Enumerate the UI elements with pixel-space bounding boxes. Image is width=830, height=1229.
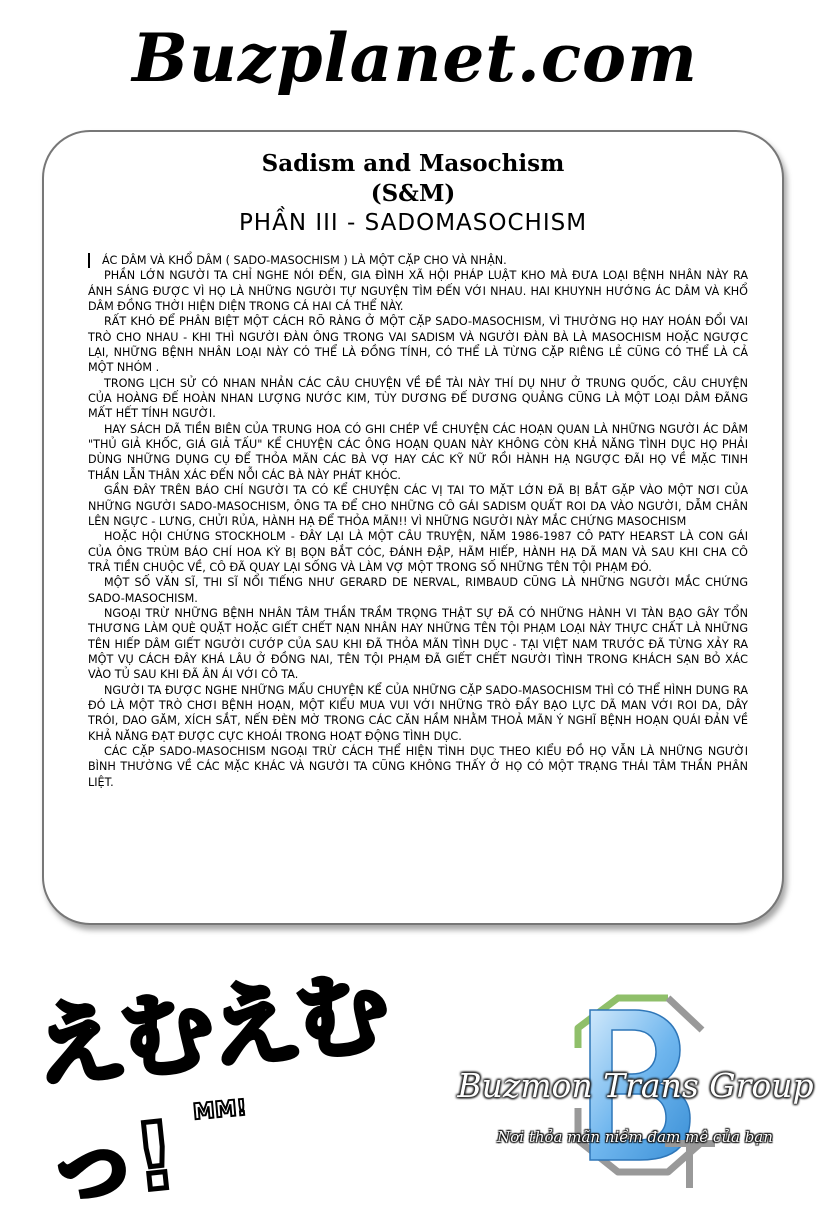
site-header: Buzplanet.com <box>132 19 698 97</box>
mm-logo-small: MM! <box>192 1095 248 1126</box>
paragraph: HOẶC HỘI CHỨNG STOCKHOLM - ĐÂY LẠI LÀ MỘT CÂU TRUYỆN, NĂM 1986-1987 CÔ PATY HEARST LÀ CON GÁI CỦA ÔNG TRÙM BÁO CHÍ HOA KỲ BỊ BỌN BẮT CÓC, ĐÁNH ĐẬP, HÃM HIẾP, HÀNH HẠ DÃ MAN VÀ SAU KHI CHA CÔ TRẢ TIỀN CHUỘC VỀ, CÔ ĐÃ QUAY LẠI SỐNG VÀ LÀM VỢ MỘT TRONG SỐ NHỮNG TÊN TỘI PHẠM ĐÓ. <box>88 530 748 574</box>
group-name: Buzmon Trans Group <box>457 1066 814 1105</box>
article-title-abbr: (S&M) <box>370 180 456 207</box>
paragraph: NGOẠI TRỪ NHỮNG BỆNH NHÂN TÂM THẦN TRẦM TRỌNG THẬT SỰ ĐÃ CÓ NHỮNG HÀNH VI TÀN BẠO GÂY TỔN THƯƠNG LÀM QUÈ QUẶT HOẶC GIẾT CHẾT NẠN NHÂN HAY NHỮNG TÊN TỘI PHẠM LOẠI NÀY THỰC CHẤT LÀ NHỮNG TÊN HIẾP DÂM GIẾT NGƯỜI CƯỚP CỦA SAU KHI ĐÃ THỎA MÃN TÌNH DỤC - TẠI VIỆT NAM TRƯỚC ĐÃ TỪNG XẢY RA MỘT VỤ CÁCH ĐÂY KHÁ LÂU Ở ĐỒNG NAI, TÊN TỘI PHẠM ĐÃ GIẾT CHẾT NGƯỜI TÌNH TRONG KHÁCH SẠN BỎ XÁC VÀO TỦ SAU KHI ĐÃ ÂN ÁI VỚI CÔ TA. <box>88 606 748 682</box>
paragraph: TRONG LỊCH SỬ CÓ NHAN NHẢN CÁC CÂU CHUYỆN VỀ ĐỀ TÀI NÀY THÍ DỤ NHƯ Ở TRUNG QUỐC, CÂU CHUYỆN CỦA HOÀNG ĐẾ HOÀN NHAN LƯỢNG NƯỚC KIM, TÙY DƯƠNG ĐẾ DƯƠNG QUẢNG CŨNG LÀ MỘT LOẠI DÂM ĐÃNG MẤT HẾT TÍNH NGƯỜI. <box>88 376 748 421</box>
paragraph: CÁC CẶP SADO-MASOCHISM NGOẠI TRỪ CÁCH THỂ HIỆN TÌNH DỤC THEO KIỂU ĐỒ HỌ VẪN LÀ NHỮNG NGƯỜI BÌNH THƯỜNG VỀ CÁC MẶC KHÁC VÀ NGƯỜI TA CŨNG KHÔNG THẤY Ở HỌ CÓ MỘT TRẠNG THÁI TÂM THẦN PHÂN LIỆT. <box>88 745 748 789</box>
article-title: Sadism and Masochism <box>261 150 565 177</box>
article-body <box>88 253 748 790</box>
group-tagline: Nơi thỏa mãn niềm đam mê của bạn <box>497 1128 773 1146</box>
mm-logo-glyphs: えむえむっ! <box>28 959 390 1222</box>
group-logo <box>440 990 825 1195</box>
paragraph: ÁC DÂM VÀ KHỔ DÂM ( SADO-MASOCHISM ) LÀ MỘT CẶP CHO VÀ NHẬN. <box>88 253 748 268</box>
paragraph: GẦN ĐÂY TRÊN BÁO CHÍ NGƯỜI TA CÓ KỂ CHUYỆN CÁC VỊ TAI TO MẶT LỚN ĐÃ BỊ BẮT GẶP VÀO MỘT NƠI CỦA NHỮNG NGƯỜI SADO-MASOCHISM, ÔNG TA ĐỂ CHO NHỮNG CÔ GÁI SADISM QUẤT ROI DA VÀO NGƯỜI, DẪM CHÂN LÊN NGỰC - LƯNG, CHỬI RỦA, HÀNH HẠ ĐỂ THỎA MÃN!! VÌ NHỮNG NGƯỜI NÀY MẮC CHỨNG MASOCHISM <box>88 484 748 528</box>
mm-series-logo <box>28 959 468 1222</box>
paragraph: RẤT KHÓ ĐỂ PHÂN BIỆT MỘT CÁCH RÕ RÀNG Ở MỘT CẶP SADO-MASOCHISM, VÌ THƯỜNG HỌ HAY HOÁN ĐỔI VAI TRÒ CHO NHAU - KHI THÌ NGƯỜI ĐÀN ÔNG TRONG VAI SADISM VÀ NGƯỜI ĐÀN BÀ LÀ MASOCHISM HOẶC NGƯỢC LẠI, NHỮNG BỆNH NHÂN LOẠI NÀY CÓ THỂ LÀ ĐỒNG TÍNH, CÓ THỂ LÀ TỪNG CẶP RIÊNG LẺ CŨNG CÓ THỂ LÀ CẢ MỘT NHÓM . <box>88 315 748 375</box>
paragraph: NGƯỜI TA ĐƯỢC NGHE NHỮNG MẨU CHUYỆN KỂ CỦA NHỮNG CẶP SADO-MASOCHISM THÌ CÓ THỂ HÌNH DUNG RA ĐÓ LÀ MỘT TRÒ CHƠI BỆNH HOẠN, MỘT KIỂU MUA VUI VỚI NHỮNG TRÒ ĐẦY BẠO LỰC DÃ MAN VỚI ROI DA, DÂY TRÓI, DAO GĂM, XÍCH SẮT, NẾN ĐÈN MỜ TRONG CÁC CĂN HẦM NHẰM THOẢ MÃN Ý NGHĨ BỆNH HOẠN QUÁI ĐẢN VỀ KHẢ NĂNG ĐẠT ĐƯỢC CỰC KHOÁI TRONG HOẠT ĐỘNG TÌNH DỤC. <box>88 683 748 743</box>
article-subtitle: PHẦN III - SADOMASOCHISM <box>238 210 588 236</box>
paragraph: MỘT SỐ VĂN SĨ, THI SĨ NỔI TIẾNG NHƯ GERARD DE NERVAL, RIMBAUD CŨNG LÀ NHỮNG NGƯỜI MẮC CHỨNG SADO-MASOCHISM. <box>88 576 748 605</box>
paragraph: HAY SÁCH DÃ TIỀN BIÊN CỦA TRUNG HOA CÓ GHI CHÉP VỀ CHUYỆN CÁC HOẠN QUAN LÀ NHỮNG NGƯỜI ÁC DÂM "THỦ GIẢ KHỐC, GIÁ GIẢ TẤU" KỂ CHUYỆN CÁC ÔNG HOẠN QUAN NÀY KHÔNG CÒN KHẢ NĂNG TÌNH DỤC HỌ PHẢI DÙNG NHỮNG DỤNG CỤ ĐỂ THỎA MÃN CÁC BÀ VỢ HAY CÁC KỸ NỮ RỒI HÀNH HẠ NGƯỢC ĐÃI HỌ VỀ MẶC TINH THẦN LẪN THÂN XÁC ĐẾN NỖI CÁC BÀ NÀY PHÁT KHÓC. <box>88 422 748 482</box>
paragraph: PHẦN LỚN NGƯỜI TA CHỈ NGHE NÓI ĐẾN, GIA ĐÌNH XÃ HỘI PHÁP LUẬT KHO MÀ ĐƯA LOẠI BỆNH NHÂN NÀY RA ÁNH SÁNG ĐƯỢC VÌ HỌ LÀ NHỮNG NGƯỜI TỰ NGUYỆN TÌM ĐẾN VỚI NHAU. HAI KHUYNH HƯỚNG ÁC DÂM VÀ KHỔ DÂM ĐỒNG THỜI HIỆN DIỆN TRONG CÁ HAI CÁ THỂ NÀY. <box>88 269 748 314</box>
